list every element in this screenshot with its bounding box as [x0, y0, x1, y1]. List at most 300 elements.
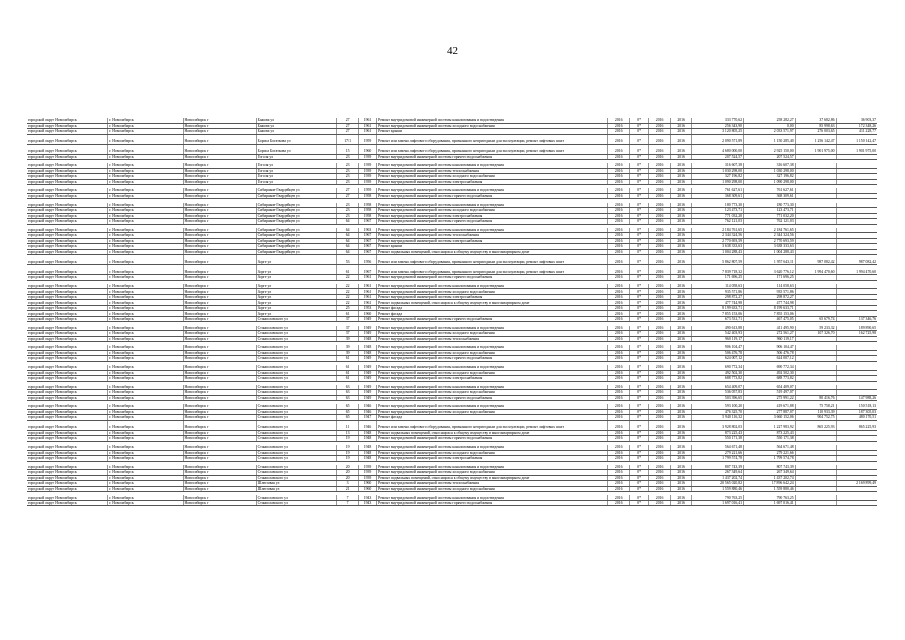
- table-cell: 0*: [629, 244, 648, 250]
- table-cell: Ремонт или замена лифтового оборудования, признанного непригодным для эксплуатации, ремонт лифтовых шахт: [377, 265, 608, 275]
- table-cell: 2016: [670, 289, 692, 295]
- table-cell: 673 531,71: [692, 316, 744, 322]
- table-cell: 1949: [358, 370, 376, 376]
- table-cell: [795, 500, 836, 506]
- table-cell: 150 518,13: [836, 404, 877, 409]
- table-cell: 0*: [629, 208, 648, 214]
- table-cell: городской округ Новосибирск: [27, 305, 108, 311]
- table-cell: Бориса Богаткова ул: [256, 134, 337, 144]
- table-cell: 0*: [629, 326, 648, 331]
- table-cell: городской округ Новосибирск: [27, 118, 108, 123]
- table-cell: 2016: [608, 144, 630, 154]
- table-cell: городской округ Новосибирск: [27, 179, 108, 185]
- table-cell: Ремонт подвальных помещений, относящихся к общему имуществу в многоквартирном доме: [377, 475, 608, 481]
- table-cell: 298 872,27: [744, 294, 796, 300]
- table-cell: Новосибирск г: [183, 336, 256, 342]
- table-cell: 1949: [358, 390, 376, 396]
- table-cell: 0*: [629, 409, 648, 415]
- table-cell: 1967: [358, 233, 376, 239]
- table-cell: 2016: [670, 265, 692, 275]
- table-cell: 2016: [608, 134, 630, 144]
- table-cell: городской округ Новосибирск: [27, 163, 108, 168]
- table-cell: 1 030 298,00: [692, 168, 744, 174]
- table-cell: 1 004 288,43: [744, 249, 796, 255]
- table-cell: 21: [337, 486, 359, 492]
- table-cell: 23: [337, 208, 359, 214]
- table-cell: г. Новосибирск: [108, 238, 183, 244]
- table-cell: 2016: [670, 238, 692, 244]
- table-cell: Станиславского ул: [256, 430, 337, 436]
- table-cell: 771 032,20: [692, 213, 744, 219]
- table-cell: 2016: [670, 123, 692, 129]
- table-cell: 2016: [608, 193, 630, 199]
- table-cell: Ремонт внутридомовой инженерной системы канализования и водоотведения: [377, 445, 608, 450]
- table-cell: 2016: [608, 404, 630, 409]
- table-cell: Новосибирск г: [183, 445, 256, 450]
- table-cell: г. Новосибирск: [108, 450, 183, 456]
- table-cell: 63: [337, 395, 359, 401]
- table-cell: 2016: [649, 163, 671, 168]
- table-cell: 2016: [670, 300, 692, 306]
- page-number: 42: [447, 45, 458, 57]
- table-cell: г. Новосибирск: [108, 336, 183, 342]
- table-cell: Ремонт внутридомовой инженерной системы канализования и водоотведения: [377, 203, 608, 208]
- table-cell: 519 497,07: [744, 390, 796, 396]
- table-cell: 2 344 324,56: [744, 233, 796, 239]
- table-cell: Новосибирск г: [183, 475, 256, 481]
- table-cell: 1 697 016,41: [744, 500, 796, 506]
- table-cell: городской округ Новосибирск: [27, 445, 108, 450]
- table-cell: 2016: [649, 244, 671, 250]
- table-cell: 279 221,66: [744, 450, 796, 456]
- table-cell: Новосибирск г: [183, 450, 256, 456]
- table-cell: г. Новосибирск: [108, 486, 183, 492]
- table-cell: 536 057,83: [692, 390, 744, 396]
- table-cell: 2016: [608, 436, 630, 442]
- table-cell: 0*: [629, 420, 648, 430]
- table-cell: 2016: [608, 228, 630, 233]
- table-cell: Ремонт внутридомовой инженерной системы холодного водоснабжения: [377, 470, 608, 476]
- table-cell: Ремонт внутридомовой инженерной системы теплоснабжения: [377, 233, 608, 239]
- table-cell: 85 998,63: [795, 123, 836, 129]
- table-cell: 2016: [608, 365, 630, 370]
- table-cell: 0*: [629, 390, 648, 396]
- table-cell: 2016: [670, 365, 692, 370]
- table-cell: 2016: [670, 436, 692, 442]
- table-cell: 1 150 285,40: [744, 134, 796, 144]
- table-cell: 2016: [670, 144, 692, 154]
- table-cell: Новосибирск г: [183, 219, 256, 225]
- table-cell: 2016: [608, 350, 630, 356]
- table-cell: 2016: [670, 311, 692, 317]
- table-cell: г. Новосибирск: [108, 390, 183, 396]
- table-cell: 2016: [649, 486, 671, 492]
- table-cell: 2016: [608, 129, 630, 135]
- table-cell: 2016: [649, 213, 671, 219]
- table-cell: Новосибирск г: [183, 481, 256, 487]
- table-cell: Новосибирск г: [183, 430, 256, 436]
- table-cell: 2 344 324,56: [692, 233, 744, 239]
- works-table: [27, 118, 877, 506]
- table-cell: г. Новосибирск: [108, 294, 183, 300]
- table-cell: городской округ Новосибирск: [27, 255, 108, 265]
- table-cell: Станиславского ул: [256, 376, 337, 382]
- table-cell: 1949: [358, 365, 376, 370]
- table-cell: 137 346,76: [836, 316, 877, 322]
- table-cell: Зорге ул: [256, 300, 337, 306]
- table-cell: городской округ Новосибирск: [27, 350, 108, 356]
- table-cell: Новосибирск г: [183, 500, 256, 506]
- table-cell: 2016: [670, 500, 692, 506]
- table-cell: Новосибирск г: [183, 203, 256, 208]
- table-cell: 2016: [649, 336, 671, 342]
- table-cell: г. Новосибирск: [108, 475, 183, 481]
- table-cell: 13: [337, 430, 359, 436]
- table-cell: 1961: [358, 118, 376, 123]
- table-cell: 2016: [608, 275, 630, 281]
- table-cell: г. Новосибирск: [108, 163, 183, 168]
- table-cell: 7: [337, 500, 359, 506]
- table-cell: 2016: [649, 345, 671, 350]
- table-cell: Станиславского ул: [256, 465, 337, 470]
- table-cell: городской округ Новосибирск: [27, 326, 108, 331]
- table-cell: 2016: [608, 336, 630, 342]
- table-cell: Ремонт внутридомовой инженерной системы канализования и водоотведения: [377, 385, 608, 390]
- table-cell: 1948: [358, 430, 376, 436]
- table-cell: 316 607,38: [692, 163, 744, 168]
- table-cell: 2016: [649, 456, 671, 462]
- table-cell: 1 697 016,41: [692, 500, 744, 506]
- table-cell: Ремонт внутридомовой инженерной системы теплоснабжения: [377, 168, 608, 174]
- table-cell: 0*: [629, 456, 648, 462]
- table-cell: 2016: [670, 163, 692, 168]
- table-cell: 2016: [608, 395, 630, 401]
- table-cell: 2016: [649, 275, 671, 281]
- table-cell: 1 004 288,43: [692, 249, 744, 255]
- table-cell: Новосибирск г: [183, 294, 256, 300]
- table-cell: 1949: [358, 395, 376, 401]
- table-cell: 790 763,25: [692, 495, 744, 500]
- table-cell: Гоголя ул: [256, 174, 337, 180]
- table-cell: г. Новосибирск: [108, 311, 183, 317]
- table-cell: городской округ Новосибирск: [27, 275, 108, 281]
- table-cell: Новосибирск г: [183, 365, 256, 370]
- table-cell: 37: [337, 331, 359, 337]
- table-cell: 2016: [608, 219, 630, 225]
- table-cell: 39: [337, 345, 359, 350]
- table-cell: 2016: [649, 154, 671, 160]
- table-cell: 171 696,25: [692, 275, 744, 281]
- table-cell: г. Новосибирск: [108, 300, 183, 306]
- table-cell: 761 627,61: [744, 188, 796, 193]
- table-cell: 27: [337, 188, 359, 193]
- table-cell: 1 256 142,47: [795, 134, 836, 144]
- table-cell: 37: [337, 316, 359, 322]
- table-cell: 1 994 470,60: [836, 265, 877, 275]
- table-cell: 2016: [670, 233, 692, 239]
- table-cell: 0*: [629, 284, 648, 289]
- table-cell: 1961: [358, 294, 376, 300]
- table-cell: 258 282,27: [744, 118, 796, 123]
- table-cell: 2016: [608, 294, 630, 300]
- table-cell: 2016: [608, 208, 630, 214]
- table-cell: 3: [337, 481, 359, 487]
- table-cell: Станиславского ул: [256, 456, 337, 462]
- table-cell: 2016: [670, 470, 692, 476]
- table-cell: 5 940 116,32: [692, 415, 744, 421]
- table-cell: г. Новосибирск: [108, 345, 183, 350]
- table-cell: Новосибирск г: [183, 163, 256, 168]
- table-cell: 27: [337, 193, 359, 199]
- table-cell: 2016: [608, 345, 630, 350]
- table-cell: Станиславского ул: [256, 445, 337, 450]
- table-cell: городской округ Новосибирск: [27, 289, 108, 295]
- table-cell: Новосибирск г: [183, 284, 256, 289]
- table-cell: 2016: [608, 481, 630, 487]
- table-cell: 1 994 470,60: [795, 265, 836, 275]
- table-cell: городской округ Новосибирск: [27, 336, 108, 342]
- table-cell: 2016: [649, 265, 671, 275]
- table-cell: городской округ Новосибирск: [27, 365, 108, 370]
- table-cell: 2016: [649, 208, 671, 214]
- table-cell: 2016: [670, 203, 692, 208]
- table-cell: 23: [337, 179, 359, 185]
- table-cell: 1960: [358, 144, 376, 154]
- table-cell: 0*: [629, 356, 648, 362]
- table-cell: Ремонт внутридомовой инженерной системы канализования и водоотведения: [377, 495, 608, 500]
- table-cell: 61: [337, 265, 359, 275]
- table-cell: г. Новосибирск: [108, 316, 183, 322]
- table-cell: г. Новосибирск: [108, 385, 183, 390]
- table-cell: 1949: [358, 331, 376, 337]
- table-cell: Ремонт внутридомовой инженерной системы горячего водоснабжения: [377, 154, 608, 160]
- table-cell: 0*: [629, 233, 648, 239]
- table-cell: 276 003,65: [795, 129, 836, 135]
- table-cell: Зорге ул: [256, 294, 337, 300]
- table-cell: 2016: [608, 486, 630, 492]
- table-cell: Ремонт внутридомовой инженерной системы горячего водоснабжения: [377, 500, 608, 506]
- table-cell: 2016: [670, 326, 692, 331]
- table-cell: Ремонт внутридомовой инженерной системы горячего водоснабжения: [377, 316, 608, 322]
- table-cell: Станиславского ул: [256, 415, 337, 421]
- table-cell: Сибиряков-Гвардейцев ул: [256, 249, 337, 255]
- table-cell: 2 090 571,89: [692, 134, 744, 144]
- table-cell: г. Новосибирск: [108, 305, 183, 311]
- table-cell: Ремонт подвальных помещений, относящихся к общему имуществу в многоквартирном доме: [377, 249, 608, 255]
- table-cell: 2016: [608, 311, 630, 317]
- table-cell: 2016: [670, 350, 692, 356]
- table-cell: 7: [337, 495, 359, 500]
- table-cell: 2016: [608, 289, 630, 295]
- table-cell: 180 773,30: [744, 203, 796, 208]
- table-cell: городской округ Новосибирск: [27, 249, 108, 255]
- table-cell: Сибиряков-Гвардейцев ул: [256, 228, 337, 233]
- table-cell: 564 671,48: [692, 445, 744, 450]
- table-cell: 3 120 805,25: [692, 129, 744, 135]
- table-cell: 1939: [358, 465, 376, 470]
- table-cell: Бориса Богаткова ул: [256, 144, 337, 154]
- table-cell: городской округ Новосибирск: [27, 129, 108, 135]
- table-cell: городской округ Новосибирск: [27, 208, 108, 214]
- table-cell: Сибиряков-Гвардейцев ул: [256, 244, 337, 250]
- table-cell: Ремонт внутридомовой инженерной системы канализования и водоотведения: [377, 326, 608, 331]
- table-cell: городской округ Новосибирск: [27, 495, 108, 500]
- table-cell: Новосибирск г: [183, 495, 256, 500]
- table-cell: городской округ Новосибирск: [27, 456, 108, 462]
- table-cell: Ремонт внутридомовой инженерной системы теплоснабжения: [377, 481, 608, 487]
- table-cell: г. Новосибирск: [108, 404, 183, 409]
- table-cell: г. Новосибирск: [108, 436, 183, 442]
- table-cell: 2016: [649, 249, 671, 255]
- table-cell: 771 032,20: [744, 213, 796, 219]
- table-cell: Новосибирск г: [183, 326, 256, 331]
- table-cell: г. Новосибирск: [108, 356, 183, 362]
- table-cell: 0*: [629, 144, 648, 154]
- table-row: [27, 500, 877, 506]
- table-cell: Гоголя ул: [256, 154, 337, 160]
- table-cell: городской округ Новосибирск: [27, 265, 108, 275]
- table-cell: г. Новосибирск: [108, 179, 183, 185]
- table-cell: 0*: [629, 316, 648, 322]
- table-cell: 506 476,78: [692, 350, 744, 356]
- table-cell: городской округ Новосибирск: [27, 370, 108, 376]
- table-cell: 2016: [649, 228, 671, 233]
- table-cell: Зорге ул: [256, 289, 337, 295]
- table-cell: городской округ Новосибирск: [27, 486, 108, 492]
- table-cell: Ремонт внутридомовой инженерной системы электроснабжения: [377, 179, 608, 185]
- table-cell: Новосибирск г: [183, 228, 256, 233]
- table-cell: 2016: [649, 331, 671, 337]
- table-cell: 1 090 298,00: [744, 179, 796, 185]
- table-cell: Новосибирск г: [183, 385, 256, 390]
- table-cell: 1958: [358, 203, 376, 208]
- table-cell: 1961: [358, 284, 376, 289]
- table-cell: 2016: [608, 370, 630, 376]
- table-cell: Новосибирск г: [183, 154, 256, 160]
- table-cell: Новосибирск г: [183, 208, 256, 214]
- table-cell: 207 524,57: [692, 154, 744, 160]
- table-cell: 63: [337, 385, 359, 390]
- table-cell: 0*: [629, 154, 648, 160]
- table-cell: г. Новосибирск: [108, 249, 183, 255]
- table-cell: Новосибирск г: [183, 350, 256, 356]
- table-cell: Ремонт фасада: [377, 305, 608, 311]
- table-cell: 2016: [649, 395, 671, 401]
- table-cell: 0*: [629, 486, 648, 492]
- table-cell: 2016: [670, 475, 692, 481]
- table-cell: 2016: [670, 294, 692, 300]
- table-cell: г. Новосибирск: [108, 168, 183, 174]
- table-cell: 2016: [649, 188, 671, 193]
- table-cell: 15: [337, 144, 359, 154]
- table-cell: г. Новосибирск: [108, 331, 183, 337]
- table-cell: городской округ Новосибирск: [27, 203, 108, 208]
- table-cell: Ремонт внутридомовой инженерной системы холодного водоснабжения: [377, 123, 608, 129]
- table-cell: 368 309,61: [692, 193, 744, 199]
- table-cell: 2016: [670, 356, 692, 362]
- table-cell: городской округ Новосибирск: [27, 481, 108, 487]
- table-cell: 2016: [608, 450, 630, 456]
- table-cell: 2016: [649, 430, 671, 436]
- table-cell: 65: [337, 415, 359, 421]
- table-cell: 22: [337, 300, 359, 306]
- table-cell: г. Новосибирск: [108, 470, 183, 476]
- table-cell: 110 933,39: [795, 409, 836, 415]
- table-cell: 64: [337, 244, 359, 250]
- table-cell: 1 559 880,46: [692, 486, 744, 492]
- table-cell: 624 007,12: [692, 356, 744, 362]
- table-cell: 171 696,25: [744, 275, 796, 281]
- table-cell: 17 896 642,24: [744, 481, 796, 487]
- table-cell: 2016: [670, 415, 692, 421]
- table-cell: 0*: [629, 174, 648, 180]
- table-cell: 27: [337, 129, 359, 135]
- table-cell: Ремонт внутридомовой инженерной системы горячего водоснабжения: [377, 395, 608, 401]
- table-cell: Ремонт внутридомовой инженерной системы электроснабжения: [377, 456, 608, 462]
- table-cell: г. Новосибирск: [108, 228, 183, 233]
- table-cell: 2016: [670, 168, 692, 174]
- table-cell: 2016: [670, 179, 692, 185]
- table-cell: 477 744,98: [744, 300, 796, 306]
- table-cell: 987 082,42: [795, 255, 836, 265]
- table-cell: Станиславского ул: [256, 390, 337, 396]
- table-cell: г. Новосибирск: [108, 445, 183, 450]
- table-cell: 2016: [649, 385, 671, 390]
- table-cell: 2016: [649, 420, 671, 430]
- table-cell: 11: [337, 420, 359, 430]
- table-cell: 2016: [670, 305, 692, 311]
- table-cell: 0*: [629, 470, 648, 476]
- table-cell: 64: [337, 249, 359, 255]
- table-cell: Зорге ул: [256, 265, 337, 275]
- table-cell: 2016: [608, 415, 630, 421]
- table-cell: 904 752,75: [795, 415, 836, 421]
- table-cell: 0*: [629, 385, 648, 390]
- table-cell: 20: [337, 470, 359, 476]
- table-cell: Станиславского ул: [256, 404, 337, 409]
- table-cell: 0*: [629, 404, 648, 409]
- table-cell: Новосибирск г: [183, 311, 256, 317]
- table-cell: Зорге ул: [256, 275, 337, 281]
- table-cell: 593 100,20: [692, 404, 744, 409]
- table-cell: Ремонт внутридомовой инженерной системы электроснабжения: [377, 213, 608, 219]
- table-cell: 2016: [649, 376, 671, 382]
- table-cell: Станиславского ул: [256, 385, 337, 390]
- table-cell: г. Новосибирск: [108, 376, 183, 382]
- table-cell: 2016: [670, 275, 692, 281]
- table-cell: 65 679,74: [795, 316, 836, 322]
- table-cell: 2016: [670, 409, 692, 415]
- table-cell: Ремонт внутридомовой инженерной системы канализования и водоотведения: [377, 163, 608, 168]
- table-cell: г. Новосибирск: [108, 456, 183, 462]
- table-cell: Ремонт внутридомовой инженерной системы холодного водоснабжения: [377, 409, 608, 415]
- table-cell: 2016: [608, 390, 630, 396]
- table-cell: Новосибирск г: [183, 470, 256, 476]
- table-cell: Ремонт внутридомовой инженерной системы горячего водоснабжения: [377, 275, 608, 281]
- table-cell: 23: [337, 163, 359, 168]
- table-cell: Новосибирск г: [183, 275, 256, 281]
- table-cell: 7 855 153,06: [744, 311, 796, 317]
- table-cell: 37: [337, 326, 359, 331]
- table-cell: Ремонт крыши: [377, 129, 608, 135]
- table-cell: 2016: [608, 300, 630, 306]
- table-cell: 2016: [649, 179, 671, 185]
- table-cell: 2016: [608, 495, 630, 500]
- table-cell: 492 502,30: [744, 370, 796, 376]
- table-cell: 873 225,43: [692, 430, 744, 436]
- table-cell: 0*: [629, 430, 648, 436]
- table-cell: 2016: [608, 445, 630, 450]
